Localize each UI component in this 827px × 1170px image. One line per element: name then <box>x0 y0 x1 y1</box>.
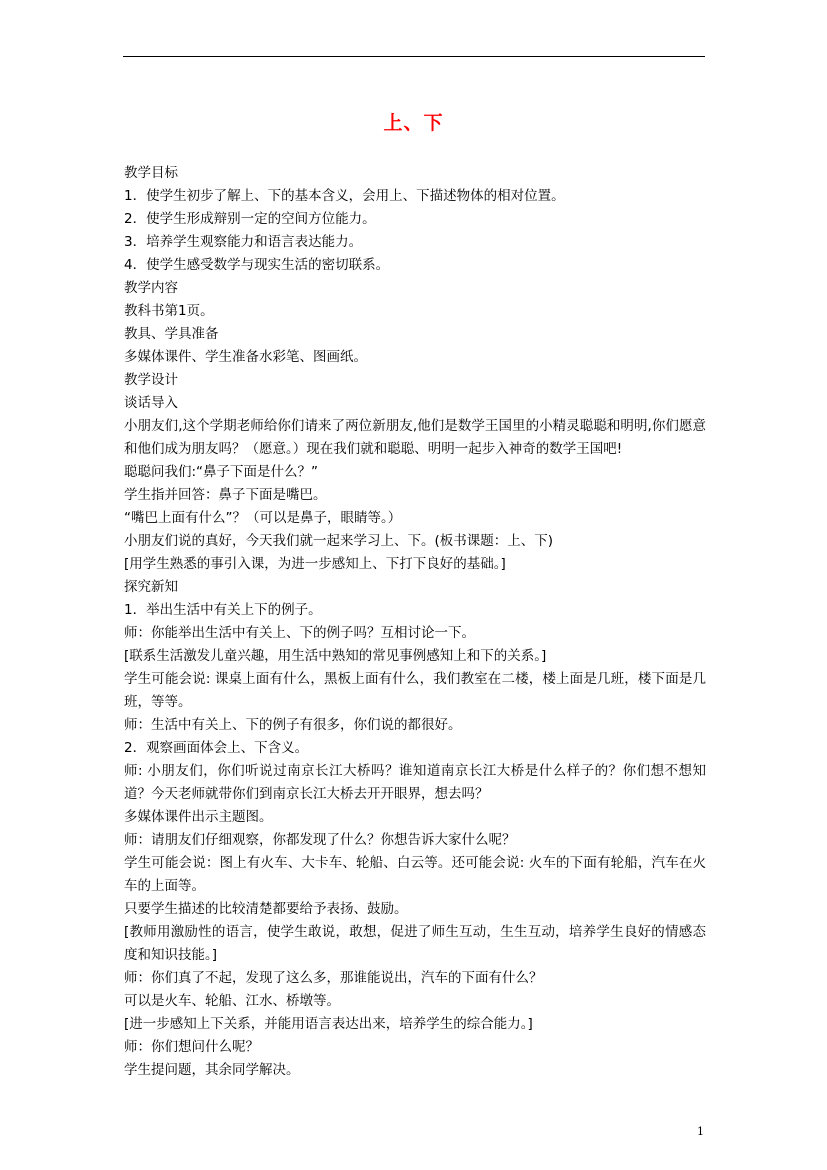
paragraph: 学生可能会说: 课桌上面有什么，黑板上面有什么，我们教室在二楼，楼上面是几班，楼下面是几班，等等。 <box>124 671 706 710</box>
paragraph: 师：你能举出生活中有关上、下的例子吗？互相讨论一下。 <box>124 625 475 641</box>
paragraph: 多媒体课件、学生准备水彩笔、图画纸。 <box>124 349 367 365</box>
header-rule <box>123 56 705 57</box>
paragraph: 学生提问题，其余同学解决。 <box>124 1062 300 1078</box>
paragraph: 1．使学生初步了解上、下的基本含义，会用上、下描述物体的相对位置。 <box>124 188 565 204</box>
paragraph: 只要学生描述的比较清楚都要给予表扬、鼓励。 <box>124 901 408 917</box>
paragraph: [用学生熟悉的事引入课，为进一步感知上、下打下良好的基础。] <box>124 556 506 572</box>
paragraph: 1．举出生活中有关上下的例子。 <box>124 602 322 618</box>
page-number: 1 <box>697 1125 704 1138</box>
paragraph: 教学内容 <box>124 280 178 296</box>
paragraph: 师：请朋友们仔细观察，你都发现了什么？你想告诉大家什么呢？ <box>124 832 516 848</box>
paragraph: 可以是火车、轮船、江水、桥墩等。 <box>124 993 340 1009</box>
paragraph: “嘴巴上面有什么”？（可以是鼻子，眼睛等。） <box>124 510 402 526</box>
paragraph: 聪聪问我们:“鼻子下面是什么？” <box>124 464 319 480</box>
paragraph: 师: 小朋友们，你们听说过南京长江大桥吗？谁知道南京长江大桥是什么样子的？你们想不想知道？今天老师就带你们到南京长江大桥去开开眼界，想去吗？ <box>124 763 706 802</box>
paragraph: 探究新知 <box>124 579 178 595</box>
paragraph: 小朋友们,这个学期老师给你们请来了两位新朋友,他们是数学王国里的小精灵聪聪和明明,你们愿意和他们成为朋友吗？（愿意。）现在我们就和聪聪、明明一起步入神奇的数学王国吧! <box>124 418 706 457</box>
paragraph: 小朋友们说的真好，今天我们就一起来学习上、下。(板书课题：上、下) <box>124 533 554 549</box>
paragraph: 学生指并回答：鼻子下面是嘴巴。 <box>124 487 327 503</box>
paragraph: 教科书第1页。 <box>124 303 214 319</box>
paragraph: 谈话导入 <box>124 395 178 411</box>
paragraph: 2．使学生形成辩别一定的空间方位能力。 <box>124 211 376 227</box>
document-title: 上、下 <box>383 112 444 134</box>
document-body <box>124 162 706 1082</box>
paragraph: 3．培养学生观察能力和语言表达能力。 <box>124 234 363 250</box>
paragraph: 4．使学生感受数学与现实生活的密切联系。 <box>124 257 390 273</box>
paragraph: [教师用激励性的语言，使学生敢说，敢想，促进了师生互动，生生互动，培养学生良好的情感态度和知识技能。] <box>124 924 706 963</box>
paragraph: 教学设计 <box>124 372 178 388</box>
paragraph: [进一步感知上下关系，并能用语言表达出来，培养学生的综合能力。] <box>124 1016 533 1032</box>
paragraph: 师：你们想问什么呢？ <box>124 1039 259 1055</box>
paragraph: 学生可能会说：图上有火车、大卡车、轮船、白云等。还可能会说: 火车的下面有轮船，汽车在火车的上面等。 <box>124 855 706 894</box>
paragraph: [联系生活激发儿童兴趣，用生活中熟知的常见事例感知上和下的关系。] <box>124 648 547 664</box>
paragraph: 师：你们真了不起，发现了这么多，那谁能说出，汽车的下面有什么？ <box>124 970 543 986</box>
paragraph: 2．观察画面体会上、下含义。 <box>124 740 309 756</box>
paragraph: 多媒体课件出示主题图。 <box>124 809 273 825</box>
paragraph: 教具、学具准备 <box>124 326 219 342</box>
paragraph: 师：生活中有关上、下的例子有很多，你们说的都很好。 <box>124 717 462 733</box>
paragraph: 教学目标 <box>124 165 178 181</box>
